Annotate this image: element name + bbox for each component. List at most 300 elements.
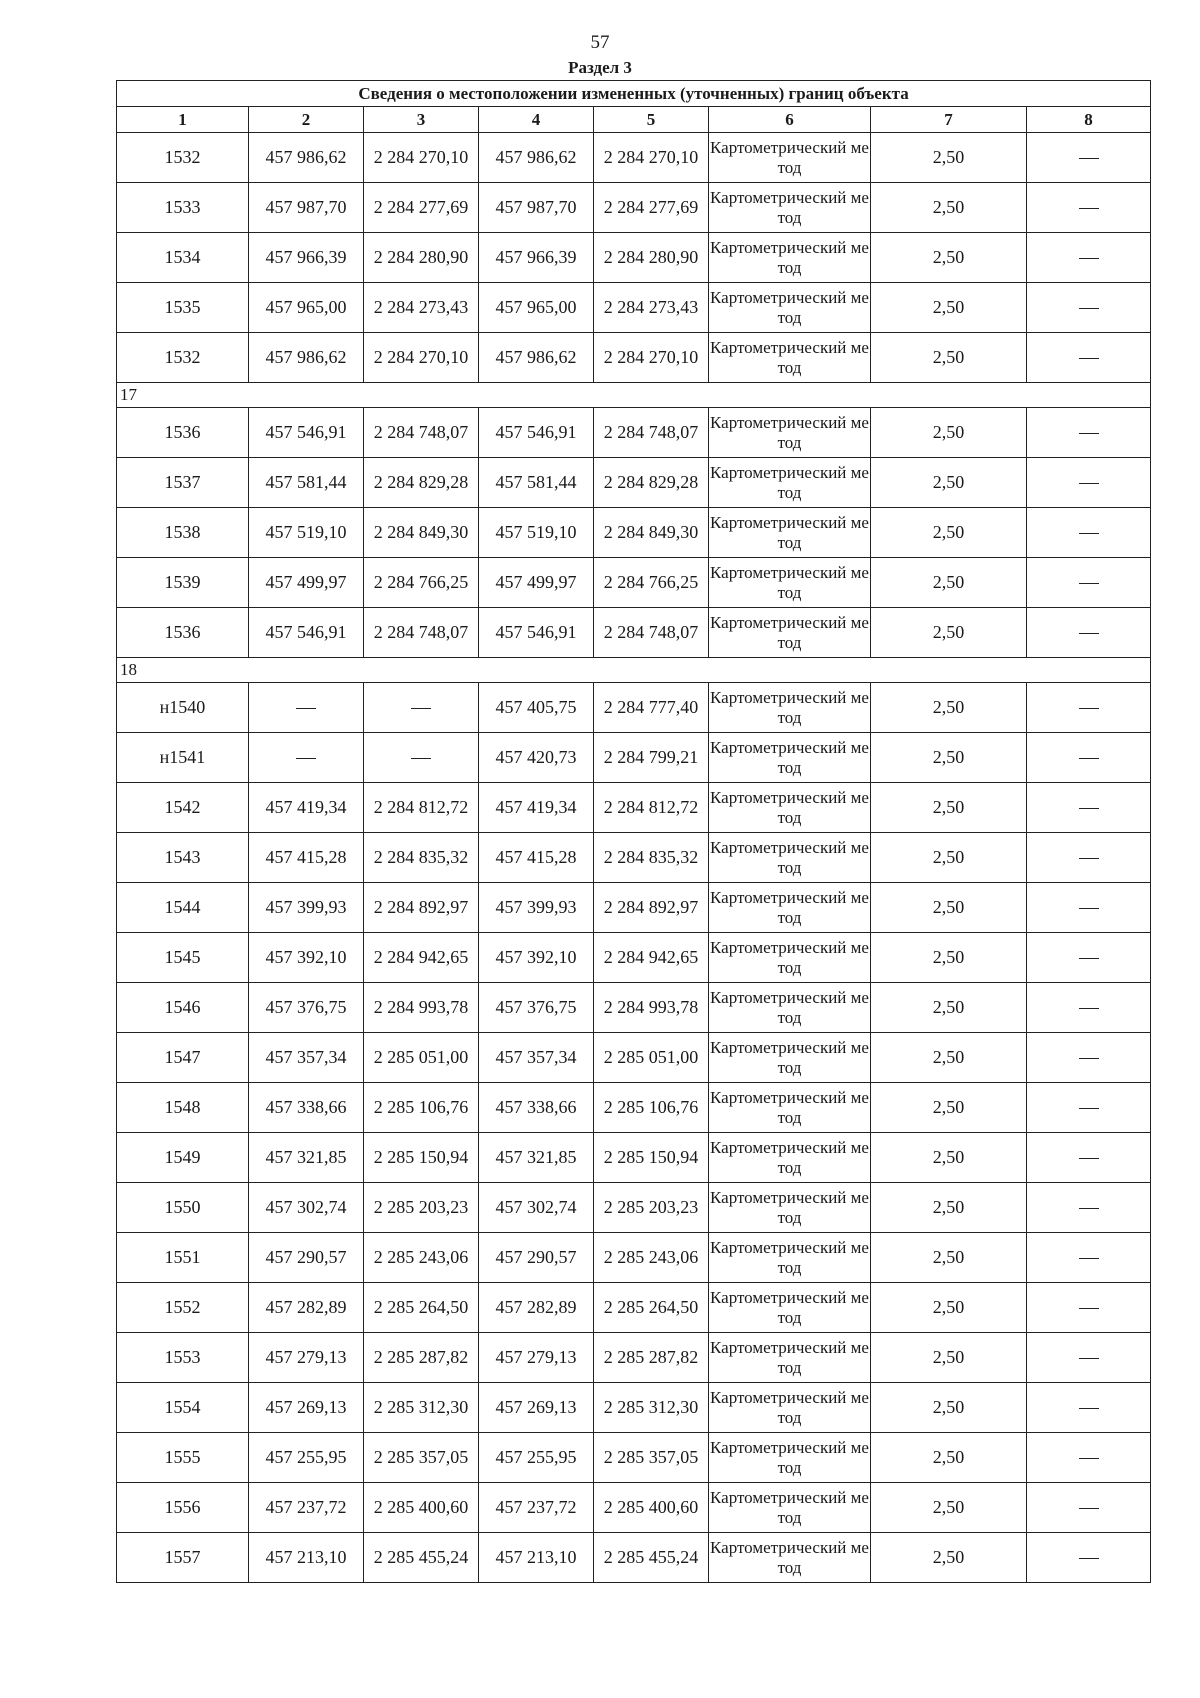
old-y-cell: 2 284 277,69 (364, 183, 479, 233)
new-y-cell: 2 285 455,24 (594, 1533, 709, 1583)
dash-mark (296, 708, 316, 709)
new-x-cell: 457 987,70 (479, 183, 594, 233)
old-x-cell: 457 546,91 (249, 408, 364, 458)
description-cell (1027, 833, 1151, 883)
point-number-cell: 1537 (117, 458, 249, 508)
description-cell (1027, 458, 1151, 508)
new-y-cell: 2 284 777,40 (594, 683, 709, 733)
table-row (117, 1133, 1151, 1183)
method-cell: Картометрический метод (709, 458, 871, 508)
old-y-cell (364, 683, 479, 733)
point-number-cell: 1551 (117, 1233, 249, 1283)
column-number-header: 5 (594, 107, 709, 133)
accuracy-cell: 2,50 (871, 133, 1027, 183)
new-y-cell: 2 284 942,65 (594, 933, 709, 983)
accuracy-cell: 2,50 (871, 233, 1027, 283)
point-number-cell: 1548 (117, 1083, 249, 1133)
dash-mark (1079, 808, 1099, 809)
old-y-cell: 2 284 766,25 (364, 558, 479, 608)
new-y-cell: 2 284 273,43 (594, 283, 709, 333)
table-row (117, 133, 1151, 183)
old-x-cell: 457 581,44 (249, 458, 364, 508)
description-cell (1027, 733, 1151, 783)
old-x-cell: 457 255,95 (249, 1433, 364, 1483)
point-number-cell: н1540 (117, 683, 249, 733)
old-x-cell (249, 683, 364, 733)
method-cell: Картометрический метод (709, 683, 871, 733)
old-y-cell: 2 285 455,24 (364, 1533, 479, 1583)
new-x-cell: 457 290,57 (479, 1233, 594, 1283)
new-y-cell: 2 284 277,69 (594, 183, 709, 233)
description-cell (1027, 883, 1151, 933)
table-body (117, 133, 1151, 1583)
table-row (117, 233, 1151, 283)
point-number-cell: 1533 (117, 183, 249, 233)
accuracy-cell: 2,50 (871, 458, 1027, 508)
new-y-cell: 2 285 264,50 (594, 1283, 709, 1333)
new-y-cell: 2 284 835,32 (594, 833, 709, 883)
new-x-cell: 457 420,73 (479, 733, 594, 783)
page-number: 57 (590, 32, 610, 53)
old-x-cell: 457 290,57 (249, 1233, 364, 1283)
method-cell: Картометрический метод (709, 833, 871, 883)
accuracy-cell: 2,50 (871, 1183, 1027, 1233)
new-y-cell: 2 284 748,07 (594, 608, 709, 658)
description-cell (1027, 333, 1151, 383)
method-cell: Картометрический метод (709, 1433, 871, 1483)
point-number-cell: 1549 (117, 1133, 249, 1183)
description-cell (1027, 133, 1151, 183)
column-number-header: 2 (249, 107, 364, 133)
accuracy-cell: 2,50 (871, 933, 1027, 983)
old-x-cell: 457 415,28 (249, 833, 364, 883)
dash-mark (1079, 158, 1099, 159)
column-number-header: 3 (364, 107, 479, 133)
dash-mark (1079, 308, 1099, 309)
accuracy-cell: 2,50 (871, 783, 1027, 833)
point-number-cell: 1554 (117, 1383, 249, 1433)
dash-mark (1079, 208, 1099, 209)
description-cell (1027, 608, 1151, 658)
table-row (117, 558, 1151, 608)
old-x-cell: 457 966,39 (249, 233, 364, 283)
coordinates-table (116, 80, 1151, 1583)
point-number-cell: н1541 (117, 733, 249, 783)
old-y-cell: 2 284 849,30 (364, 508, 479, 558)
table-row (117, 1283, 1151, 1333)
method-cell: Картометрический метод (709, 333, 871, 383)
dash-mark (1079, 1058, 1099, 1059)
group-label: 17 (117, 383, 1151, 408)
table-row (117, 883, 1151, 933)
old-x-cell: 457 282,89 (249, 1283, 364, 1333)
table-row (117, 1333, 1151, 1383)
accuracy-cell: 2,50 (871, 183, 1027, 233)
table-row (117, 1433, 1151, 1483)
new-x-cell: 457 405,75 (479, 683, 594, 733)
old-y-cell: 2 284 270,10 (364, 133, 479, 183)
dash-mark (1079, 758, 1099, 759)
description-cell (1027, 1383, 1151, 1433)
old-y-cell: 2 285 150,94 (364, 1133, 479, 1183)
method-cell: Картометрический метод (709, 183, 871, 233)
point-number-cell: 1552 (117, 1283, 249, 1333)
table-row (117, 1233, 1151, 1283)
old-x-cell: 457 546,91 (249, 608, 364, 658)
new-y-cell: 2 284 766,25 (594, 558, 709, 608)
method-cell: Картометрический метод (709, 1283, 871, 1333)
group-label: 18 (117, 658, 1151, 683)
description-cell (1027, 1183, 1151, 1233)
table-row (117, 508, 1151, 558)
table-row (117, 833, 1151, 883)
old-y-cell: 2 285 106,76 (364, 1083, 479, 1133)
new-x-cell: 457 546,91 (479, 608, 594, 658)
new-x-cell: 457 415,28 (479, 833, 594, 883)
new-y-cell: 2 284 892,97 (594, 883, 709, 933)
column-number-header: 8 (1027, 107, 1151, 133)
table-row (117, 683, 1151, 733)
method-cell: Картометрический метод (709, 733, 871, 783)
point-number-cell: 1556 (117, 1483, 249, 1533)
table-row (117, 983, 1151, 1033)
method-cell: Картометрический метод (709, 233, 871, 283)
table-row (117, 283, 1151, 333)
description-cell (1027, 233, 1151, 283)
old-y-cell: 2 285 357,05 (364, 1433, 479, 1483)
new-y-cell: 2 284 748,07 (594, 408, 709, 458)
new-y-cell: 2 284 280,90 (594, 233, 709, 283)
point-number-cell: 1546 (117, 983, 249, 1033)
point-number-cell: 1536 (117, 608, 249, 658)
dash-mark (1079, 258, 1099, 259)
old-x-cell: 457 357,34 (249, 1033, 364, 1083)
old-y-cell: 2 284 835,32 (364, 833, 479, 883)
dash-mark (1079, 433, 1099, 434)
accuracy-cell: 2,50 (871, 1333, 1027, 1383)
table-row (117, 1533, 1151, 1583)
old-y-cell: 2 284 942,65 (364, 933, 479, 983)
point-number-cell: 1543 (117, 833, 249, 883)
description-cell (1027, 1333, 1151, 1383)
point-number-cell: 1557 (117, 1533, 249, 1583)
method-cell: Картометрический метод (709, 1233, 871, 1283)
accuracy-cell: 2,50 (871, 283, 1027, 333)
method-cell: Картометрический метод (709, 1033, 871, 1083)
new-x-cell: 457 255,95 (479, 1433, 594, 1483)
accuracy-cell: 2,50 (871, 1233, 1027, 1283)
accuracy-cell: 2,50 (871, 1383, 1027, 1433)
accuracy-cell: 2,50 (871, 1483, 1027, 1533)
table-row (117, 783, 1151, 833)
old-x-cell: 457 376,75 (249, 983, 364, 1033)
description-cell (1027, 508, 1151, 558)
accuracy-cell: 2,50 (871, 1133, 1027, 1183)
new-y-cell: 2 284 799,21 (594, 733, 709, 783)
method-cell: Картометрический метод (709, 133, 871, 183)
new-x-cell: 457 237,72 (479, 1483, 594, 1533)
old-x-cell: 457 302,74 (249, 1183, 364, 1233)
group-header-row (117, 383, 1151, 408)
accuracy-cell: 2,50 (871, 883, 1027, 933)
old-y-cell: 2 284 273,43 (364, 283, 479, 333)
new-x-cell: 457 338,66 (479, 1083, 594, 1133)
old-x-cell: 457 321,85 (249, 1133, 364, 1183)
old-x-cell: 457 213,10 (249, 1533, 364, 1583)
new-y-cell: 2 285 203,23 (594, 1183, 709, 1233)
old-y-cell: 2 284 748,07 (364, 408, 479, 458)
new-y-cell: 2 285 106,76 (594, 1083, 709, 1133)
description-cell (1027, 1033, 1151, 1083)
new-x-cell: 457 986,62 (479, 133, 594, 183)
new-x-cell: 457 519,10 (479, 508, 594, 558)
accuracy-cell: 2,50 (871, 558, 1027, 608)
point-number-cell: 1532 (117, 333, 249, 383)
new-x-cell: 457 399,93 (479, 883, 594, 933)
description-cell (1027, 1233, 1151, 1283)
old-y-cell: 2 284 892,97 (364, 883, 479, 933)
old-y-cell: 2 285 312,30 (364, 1383, 479, 1433)
point-number-cell: 1553 (117, 1333, 249, 1383)
dash-mark (1079, 1208, 1099, 1209)
new-y-cell: 2 285 357,05 (594, 1433, 709, 1483)
table-row (117, 608, 1151, 658)
table-row (117, 333, 1151, 383)
column-number-header: 7 (871, 107, 1027, 133)
dash-mark (1079, 1108, 1099, 1109)
point-number-cell: 1536 (117, 408, 249, 458)
new-x-cell: 457 986,62 (479, 333, 594, 383)
point-number-cell: 1539 (117, 558, 249, 608)
accuracy-cell: 2,50 (871, 1433, 1027, 1483)
old-x-cell: 457 269,13 (249, 1383, 364, 1433)
dash-mark (1079, 633, 1099, 634)
accuracy-cell: 2,50 (871, 508, 1027, 558)
description-cell (1027, 1483, 1151, 1533)
old-y-cell: 2 285 203,23 (364, 1183, 479, 1233)
method-cell: Картометрический метод (709, 1083, 871, 1133)
method-cell: Картометрический метод (709, 1333, 871, 1383)
dash-mark (1079, 1308, 1099, 1309)
old-x-cell: 457 279,13 (249, 1333, 364, 1383)
new-x-cell: 457 376,75 (479, 983, 594, 1033)
method-cell: Картометрический метод (709, 783, 871, 833)
old-x-cell: 457 987,70 (249, 183, 364, 233)
old-y-cell: 2 285 287,82 (364, 1333, 479, 1383)
accuracy-cell: 2,50 (871, 1533, 1027, 1583)
old-y-cell: 2 284 280,90 (364, 233, 479, 283)
new-y-cell: 2 284 270,10 (594, 333, 709, 383)
new-x-cell: 457 279,13 (479, 1333, 594, 1383)
table-row (117, 733, 1151, 783)
dash-mark (1079, 1408, 1099, 1409)
description-cell (1027, 183, 1151, 233)
method-cell: Картометрический метод (709, 1383, 871, 1433)
dash-mark (1079, 958, 1099, 959)
point-number-cell: 1544 (117, 883, 249, 933)
accuracy-cell: 2,50 (871, 833, 1027, 883)
method-cell: Картометрический метод (709, 558, 871, 608)
description-cell (1027, 783, 1151, 833)
old-x-cell: 457 399,93 (249, 883, 364, 933)
point-number-cell: 1555 (117, 1433, 249, 1483)
method-cell: Картометрический метод (709, 1483, 871, 1533)
method-cell: Картометрический метод (709, 283, 871, 333)
point-number-cell: 1534 (117, 233, 249, 283)
description-cell (1027, 1533, 1151, 1583)
new-x-cell: 457 302,74 (479, 1183, 594, 1233)
new-x-cell: 457 581,44 (479, 458, 594, 508)
method-cell: Картометрический метод (709, 508, 871, 558)
table-row (117, 1383, 1151, 1433)
new-x-cell: 457 357,34 (479, 1033, 594, 1083)
old-y-cell: 2 284 748,07 (364, 608, 479, 658)
new-y-cell: 2 285 051,00 (594, 1033, 709, 1083)
description-cell (1027, 283, 1151, 333)
accuracy-cell: 2,50 (871, 1083, 1027, 1133)
old-x-cell: 457 519,10 (249, 508, 364, 558)
old-y-cell: 2 285 051,00 (364, 1033, 479, 1083)
point-number-cell: 1535 (117, 283, 249, 333)
dash-mark (411, 708, 431, 709)
old-y-cell: 2 284 829,28 (364, 458, 479, 508)
point-number-cell: 1538 (117, 508, 249, 558)
new-y-cell: 2 285 287,82 (594, 1333, 709, 1383)
old-x-cell: 457 499,97 (249, 558, 364, 608)
dash-mark (411, 758, 431, 759)
method-cell: Картометрический метод (709, 608, 871, 658)
old-y-cell: 2 285 243,06 (364, 1233, 479, 1283)
new-y-cell: 2 284 849,30 (594, 508, 709, 558)
group-header-row (117, 658, 1151, 683)
dash-mark (1079, 908, 1099, 909)
table-row (117, 1483, 1151, 1533)
table-row (117, 458, 1151, 508)
old-y-cell: 2 284 270,10 (364, 333, 479, 383)
old-y-cell: 2 285 400,60 (364, 1483, 479, 1533)
dash-mark (1079, 533, 1099, 534)
dash-mark (1079, 583, 1099, 584)
column-number-header: 4 (479, 107, 594, 133)
dash-mark (1079, 858, 1099, 859)
accuracy-cell: 2,50 (871, 683, 1027, 733)
accuracy-cell: 2,50 (871, 408, 1027, 458)
new-x-cell: 457 282,89 (479, 1283, 594, 1333)
point-number-cell: 1545 (117, 933, 249, 983)
new-x-cell: 457 966,39 (479, 233, 594, 283)
dash-mark (1079, 708, 1099, 709)
accuracy-cell: 2,50 (871, 333, 1027, 383)
old-x-cell: 457 965,00 (249, 283, 364, 333)
table-row (117, 933, 1151, 983)
old-x-cell: 457 338,66 (249, 1083, 364, 1133)
description-cell (1027, 683, 1151, 733)
old-y-cell: 2 285 264,50 (364, 1283, 479, 1333)
dash-mark (1079, 1458, 1099, 1459)
description-cell (1027, 558, 1151, 608)
accuracy-cell: 2,50 (871, 983, 1027, 1033)
table-caption: Сведения о местоположении измененных (уточненных) границ объекта (117, 81, 1151, 107)
description-cell (1027, 983, 1151, 1033)
point-number-cell: 1550 (117, 1183, 249, 1233)
new-x-cell: 457 965,00 (479, 283, 594, 333)
description-cell (1027, 1433, 1151, 1483)
old-x-cell (249, 733, 364, 783)
accuracy-cell: 2,50 (871, 608, 1027, 658)
new-x-cell: 457 269,13 (479, 1383, 594, 1433)
column-number-header: 1 (117, 107, 249, 133)
table-row (117, 1183, 1151, 1233)
new-y-cell: 2 284 829,28 (594, 458, 709, 508)
dash-mark (1079, 1258, 1099, 1259)
new-x-cell: 457 321,85 (479, 1133, 594, 1183)
accuracy-cell: 2,50 (871, 1033, 1027, 1083)
dash-mark (1079, 1508, 1099, 1509)
old-x-cell: 457 237,72 (249, 1483, 364, 1533)
column-number-header: 6 (709, 107, 871, 133)
old-x-cell: 457 986,62 (249, 133, 364, 183)
old-x-cell: 457 392,10 (249, 933, 364, 983)
dash-mark (1079, 1358, 1099, 1359)
new-x-cell: 457 213,10 (479, 1533, 594, 1583)
description-cell (1027, 933, 1151, 983)
old-x-cell: 457 986,62 (249, 333, 364, 383)
new-x-cell: 457 546,91 (479, 408, 594, 458)
new-y-cell: 2 284 270,10 (594, 133, 709, 183)
method-cell: Картометрический метод (709, 1133, 871, 1183)
table-row (117, 1083, 1151, 1133)
new-x-cell: 457 419,34 (479, 783, 594, 833)
method-cell: Картометрический метод (709, 1183, 871, 1233)
table-row (117, 1033, 1151, 1083)
new-y-cell: 2 285 150,94 (594, 1133, 709, 1183)
table-row (117, 183, 1151, 233)
dash-mark (296, 758, 316, 759)
description-cell (1027, 1083, 1151, 1133)
section-title: Раздел 3 (568, 58, 632, 77)
new-y-cell: 2 284 812,72 (594, 783, 709, 833)
point-number-cell: 1547 (117, 1033, 249, 1083)
point-number-cell: 1532 (117, 133, 249, 183)
method-cell: Картометрический метод (709, 408, 871, 458)
table-row (117, 408, 1151, 458)
old-y-cell: 2 284 812,72 (364, 783, 479, 833)
column-number-row (117, 107, 1151, 133)
method-cell: Картометрический метод (709, 933, 871, 983)
new-x-cell: 457 392,10 (479, 933, 594, 983)
old-x-cell: 457 419,34 (249, 783, 364, 833)
description-cell (1027, 1283, 1151, 1333)
method-cell: Картометрический метод (709, 983, 871, 1033)
description-cell (1027, 1133, 1151, 1183)
dash-mark (1079, 1158, 1099, 1159)
new-x-cell: 457 499,97 (479, 558, 594, 608)
new-y-cell: 2 285 312,30 (594, 1383, 709, 1433)
description-cell (1027, 408, 1151, 458)
old-y-cell (364, 733, 479, 783)
point-number-cell: 1542 (117, 783, 249, 833)
old-y-cell: 2 284 993,78 (364, 983, 479, 1033)
dash-mark (1079, 1558, 1099, 1559)
accuracy-cell: 2,50 (871, 733, 1027, 783)
accuracy-cell: 2,50 (871, 1283, 1027, 1333)
new-y-cell: 2 284 993,78 (594, 983, 709, 1033)
method-cell: Картометрический метод (709, 1533, 871, 1583)
new-y-cell: 2 285 400,60 (594, 1483, 709, 1533)
new-y-cell: 2 285 243,06 (594, 1233, 709, 1283)
dash-mark (1079, 1008, 1099, 1009)
dash-mark (1079, 483, 1099, 484)
